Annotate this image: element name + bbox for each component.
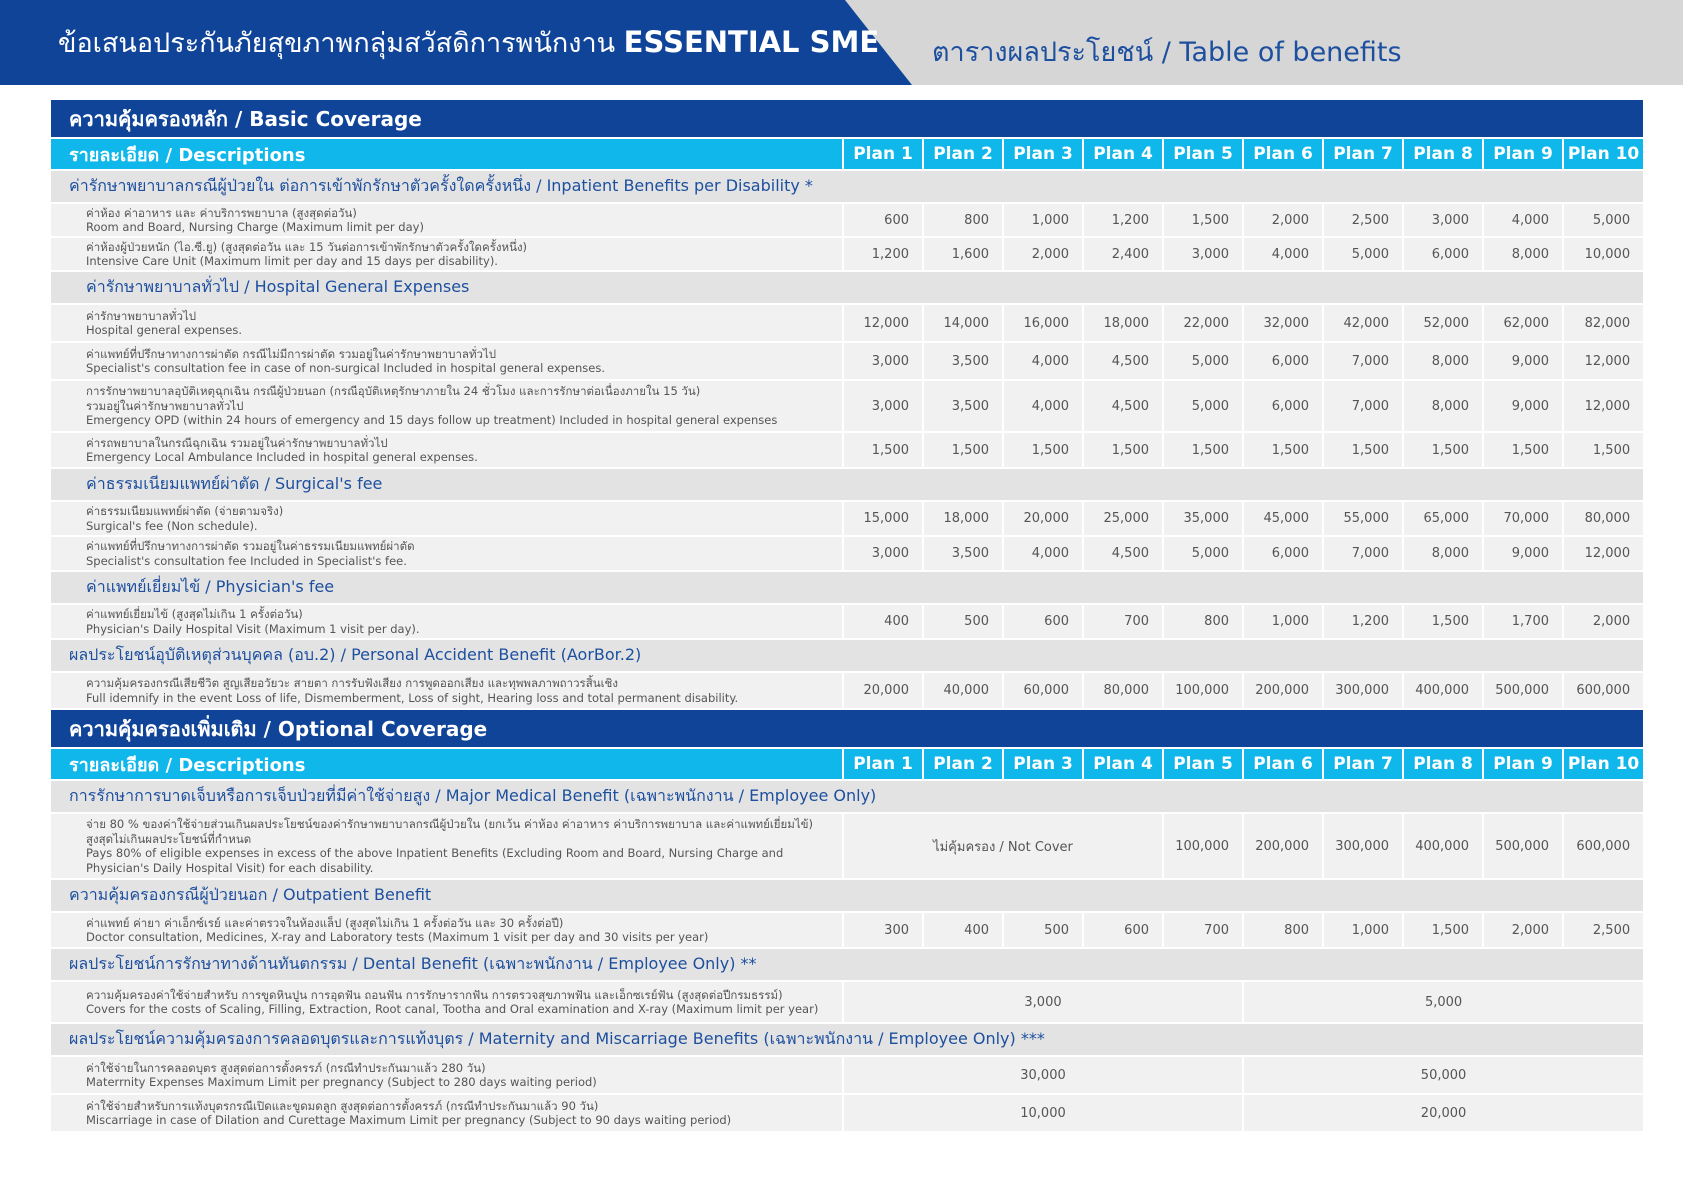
table-row	[51, 304, 1643, 342]
cell-value: 80,000	[1563, 501, 1643, 536]
cell-value: 1,500	[1003, 432, 1083, 468]
header-banner	[0, 0, 1683, 85]
cell-value: 9,000	[1483, 536, 1563, 571]
cell-value: 100,000	[1163, 672, 1243, 709]
header-plan: Plan 6	[1243, 748, 1323, 780]
table-row	[51, 672, 1643, 709]
cell-value: 500,000	[1483, 672, 1563, 709]
optional-header-row	[51, 748, 1643, 780]
cell-value: 62,000	[1483, 304, 1563, 342]
cell-value: 5,000	[1563, 203, 1643, 237]
cell-value: 16,000	[1003, 304, 1083, 342]
header-plan: Plan 6	[1243, 138, 1323, 170]
cell-value: 1,200	[843, 237, 923, 271]
cell-value: 1,500	[1323, 432, 1403, 468]
cell-value: 20,000	[843, 672, 923, 709]
cell-value: 300,000	[1323, 672, 1403, 709]
optional-coverage-title: ความคุ้มครองเพิ่มเติม / Optional Coverage	[51, 709, 1643, 748]
cell-value: 1,500	[1403, 604, 1483, 639]
cell-value: 200,000	[1243, 672, 1323, 709]
category-major-medical: การรักษาการบาดเจ็บหรือการเจ็บป่วยที่มีค่าใช้จ่ายสูง / Major Medical Benefit (เฉพาะพนักงาน / Employee Only)	[51, 780, 1643, 813]
cell-value: 5,000	[1163, 380, 1243, 432]
cell-value: 6,000	[1403, 237, 1483, 271]
cell-value: 400	[843, 604, 923, 639]
cell-value: 800	[1243, 912, 1323, 948]
cell-value: 8,000	[1483, 237, 1563, 271]
row-description: ค่าแพทย์ที่ปรึกษาทางการผ่าตัด รวมอยู่ในค่าธรรมเนียมแพทย์ผ่าตัด Specialist's consultation fee Included in Specialist's fee.	[51, 536, 843, 571]
cell-value: 25,000	[1083, 501, 1163, 536]
header-plan: Plan 2	[923, 138, 1003, 170]
cell-value: 1,500	[1163, 203, 1243, 237]
cell-value: 4,500	[1083, 380, 1163, 432]
cell-value: 600,000	[1563, 813, 1643, 879]
cell-value: 50,000	[1243, 1056, 1643, 1094]
cell-value: 4,000	[1243, 237, 1323, 271]
table-row	[51, 813, 1643, 879]
cell-value: 15,000	[843, 501, 923, 536]
cell-value: 1,000	[1323, 912, 1403, 948]
cell-value: 1,500	[1083, 432, 1163, 468]
cell-value: 1,000	[1243, 604, 1323, 639]
header-plan: Plan 5	[1163, 748, 1243, 780]
cell-value: 30,000	[843, 1056, 1243, 1094]
not-cover-cell: ไม่คุ้มครอง / Not Cover	[843, 813, 1163, 879]
cell-value: 3,000	[843, 342, 923, 380]
table-row	[51, 1094, 1643, 1132]
header-plan: Plan 9	[1483, 138, 1563, 170]
category-dental: ผลประโยชน์การรักษาทางด้านทันตกรรม / Dental Benefit (เฉพาะพนักงาน / Employee Only) **	[51, 948, 1643, 981]
cell-value: 3,000	[1403, 203, 1483, 237]
cell-value: 52,000	[1403, 304, 1483, 342]
cell-value: 65,000	[1403, 501, 1483, 536]
cell-value: 35,000	[1163, 501, 1243, 536]
cell-value: 1,000	[1003, 203, 1083, 237]
cell-value: 2,500	[1563, 912, 1643, 948]
table-row	[51, 380, 1643, 432]
cell-value: 800	[1163, 604, 1243, 639]
cell-value: 3,000	[1163, 237, 1243, 271]
cell-value: 3,000	[843, 380, 923, 432]
header-descriptions: รายละเอียด / Descriptions	[51, 138, 843, 170]
cell-value: 2,500	[1323, 203, 1403, 237]
row-description: ค่าแพทย์เยี่ยมไข้ (สูงสุดไม่เกิน 1 ครั้งต่อวัน) Physician's Daily Hospital Visit (Maximum 1 visit per day).	[51, 604, 843, 639]
table-row	[51, 432, 1643, 468]
row-description: ความคุ้มครองค่าใช้จ่ายสำหรับ การขูดหินปูน การอุดฟัน ถอนฟัน การรักษารากฟัน การตรวจสุขภาพฟัน และเอ็กซเรย์ฟัน (สูงสุดต่อปีกรมธรรม์) Covers for the costs of Scaling, Filling, Extraction, Root canal, Tootha and Oral examination and X-ray (Maximum limit per year)	[51, 981, 843, 1023]
cell-value: 3,500	[923, 536, 1003, 571]
basic-header-row	[51, 138, 1643, 170]
row-description: ค่ารถพยาบาลในกรณีฉุกเฉิน รวมอยู่ในค่ารักษาพยาบาลทั่วไป Emergency Local Ambulance Included in hospital general expenses.	[51, 432, 843, 468]
category-inpatient: ค่ารักษาพยาบาลกรณีผู้ป่วยใน ต่อการเข้าพักรักษาตัวครั้งใดครั้งหนึ่ง / Inpatient Benefits per Disability *	[51, 170, 1643, 203]
header-plan: Plan 1	[843, 138, 923, 170]
row-description: ความคุ้มครองกรณีเสียชีวิต สูญเสียอวัยวะ สายตา การรับฟังเสียง การพูดออกเสียง และทุพพลภาพถาวรสิ้นเชิง Full idemnify in the event Loss of life, Dismemberment, Loss of sight, Hearing loss and total permanent disability.	[51, 672, 843, 709]
cell-value: 6,000	[1243, 380, 1323, 432]
cell-value: 1,500	[923, 432, 1003, 468]
cell-value: 5,000	[1323, 237, 1403, 271]
table-row	[51, 604, 1643, 639]
cell-value: 3,500	[923, 380, 1003, 432]
cell-value: 4,000	[1483, 203, 1563, 237]
header-plan: Plan 9	[1483, 748, 1563, 780]
row-description: ค่าแพทย์ ค่ายา ค่าเอ็กซ์เรย์ และค่าตรวจในห้องแล็ป (สูงสุดไม่เกิน 1 ครั้งต่อวัน และ 30 ครั้งต่อปี) Doctor consultation, Medicines, X-ray and Laboratory tests (Maximum 1 visit per day and 30 visits per year)	[51, 912, 843, 948]
category-maternity: ผลประโยชน์ความคุ้มครองการคลอดบุตรและการแท้งบุตร / Maternity and Miscarriage Benefits (เฉพาะพนักงาน / Employee Only) ***	[51, 1023, 1643, 1056]
table-row	[51, 501, 1643, 536]
cell-value: 4,500	[1083, 342, 1163, 380]
cell-value: 5,000	[1163, 536, 1243, 571]
cell-value: 70,000	[1483, 501, 1563, 536]
header-descriptions: รายละเอียด / Descriptions	[51, 748, 843, 780]
cell-value: 1,500	[1403, 912, 1483, 948]
row-description: ค่าแพทย์ที่ปรึกษาทางการผ่าตัด กรณีไม่มีการผ่าตัด รวมอยู่ในค่ารักษาพยาบาลทั่วไป Specialist's consultation fee in case of non-surgical Included in hospital general expenses.	[51, 342, 843, 380]
cell-value: 8,000	[1403, 342, 1483, 380]
cell-value: 2,000	[1243, 203, 1323, 237]
cell-value: 12,000	[1563, 380, 1643, 432]
cell-value: 3,000	[843, 981, 1243, 1023]
cell-value: 400,000	[1403, 813, 1483, 879]
cell-value: 400,000	[1403, 672, 1483, 709]
cell-value: 10,000	[1563, 237, 1643, 271]
cell-value: 200,000	[1243, 813, 1323, 879]
header-plan: Plan 4	[1083, 138, 1163, 170]
cell-value: 1,200	[1083, 203, 1163, 237]
header-plan: Plan 7	[1323, 138, 1403, 170]
cell-value: 700	[1083, 604, 1163, 639]
cell-value: 55,000	[1323, 501, 1403, 536]
category-physician-fee: ค่าแพทย์เยี่ยมไข้ / Physician's fee	[51, 571, 1643, 604]
cell-value: 32,000	[1243, 304, 1323, 342]
cell-value: 300,000	[1323, 813, 1403, 879]
cell-value: 5,000	[1163, 342, 1243, 380]
cell-value: 18,000	[1083, 304, 1163, 342]
cell-value: 3,500	[923, 342, 1003, 380]
cell-value: 45,000	[1243, 501, 1323, 536]
cell-value: 7,000	[1323, 342, 1403, 380]
cell-value: 40,000	[923, 672, 1003, 709]
row-description: ค่ารักษาพยาบาลทั่วไป Hospital general expenses.	[51, 304, 843, 342]
cell-value: 1,500	[1403, 432, 1483, 468]
header-plan: Plan 3	[1003, 138, 1083, 170]
cell-value: 1,600	[923, 237, 1003, 271]
header-plan: Plan 8	[1403, 748, 1483, 780]
table-row	[51, 203, 1643, 237]
document-subtitle: ตารางผลประโยชน์ / Table of benefits	[932, 37, 1402, 68]
cell-value: 4,500	[1083, 536, 1163, 571]
cell-value: 600	[1003, 604, 1083, 639]
cell-value: 7,000	[1323, 380, 1403, 432]
cell-value: 4,000	[1003, 380, 1083, 432]
table-row	[51, 342, 1643, 380]
table-row	[51, 237, 1643, 271]
cell-value: 600,000	[1563, 672, 1643, 709]
header-plan: Plan 10	[1563, 748, 1643, 780]
header-plan: Plan 10	[1563, 138, 1643, 170]
document-title: ข้อเสนอประกันภัยสุขภาพกลุ่มสวัสดิการพนักงาน ESSENTIAL SME	[58, 25, 880, 59]
cell-value: 4,000	[1003, 342, 1083, 380]
cell-value: 1,500	[1243, 432, 1323, 468]
category-surgical-fee: ค่าธรรมเนียมแพทย์ผ่าตัด / Surgical's fee	[51, 468, 1643, 501]
cell-value: 1,700	[1483, 604, 1563, 639]
cell-value: 2,000	[1563, 604, 1643, 639]
table-row	[51, 536, 1643, 571]
cell-value: 100,000	[1163, 813, 1243, 879]
benefits-table	[51, 100, 1643, 1133]
row-description: ค่าใช้จ่ายสำหรับการแท้งบุตรกรณีเปิดและขูดมดลูก สูงสุดต่อการตั้งครรภ์ (กรณีทำประกันมาแล้ว 90 วัน) Miscarriage in case of Dilation and Curettage Maximum Limit per pregnancy (Subject to 90 days waiting period)	[51, 1094, 843, 1132]
header-plan: Plan 5	[1163, 138, 1243, 170]
cell-value: 300	[843, 912, 923, 948]
cell-value: 60,000	[1003, 672, 1083, 709]
cell-value: 1,500	[1483, 432, 1563, 468]
cell-value: 1,500	[843, 432, 923, 468]
row-description: การรักษาพยาบาลอุบัติเหตุฉุกเฉิน กรณีผู้ป่วยนอก (กรณีอุบัติเหตุรักษาภายใน 24 ชั่วโมง และการรักษาต่อเนื่องภายใน 15 วัน) รวมอยู่ในค่ารักษาพยาบาลทั่วไป Emergency OPD (within 24 hours of emergency and 15 days follow up treatment) Included in hospital general expenses	[51, 380, 843, 432]
cell-value: 6,000	[1243, 342, 1323, 380]
cell-value: 5,000	[1243, 981, 1643, 1023]
cell-value: 1,200	[1323, 604, 1403, 639]
cell-value: 2,000	[1003, 237, 1083, 271]
cell-value: 500,000	[1483, 813, 1563, 879]
cell-value: 7,000	[1323, 536, 1403, 571]
basic-coverage-title: ความคุ้มครองหลัก / Basic Coverage	[51, 100, 1643, 138]
category-outpatient: ความคุ้มครองกรณีผู้ป่วยนอก / Outpatient Benefit	[51, 879, 1643, 912]
header-plan: Plan 1	[843, 748, 923, 780]
row-description: จ่าย 80 % ของค่าใช้จ่ายส่วนเกินผลประโยชน์ของค่ารักษาพยาบาลกรณีผู้ป่วยใน (ยกเว้น ค่าห้อง ค่าอาหาร ค่าบริการพยาบาล และค่าแพทย์เยี่ยมไข้) สูงสุดไม่เกินผลประโยชน์ที่กำหนด Pays 80% of eligible expenses in excess of the above Inpatient Benefits (Excluding Room and Board, Nursing Charge and Physician's Daily Hospital Visit) for each disability.	[51, 813, 843, 879]
cell-value: 6,000	[1243, 536, 1323, 571]
row-description: ค่าใช้จ่ายในการคลอดบุตร สูงสุดต่อการตั้งครรภ์ (กรณีทำประกันมาแล้ว 280 วัน) Materrnity Expenses Maximum Limit per pregnancy (Subject to 280 days waiting period)	[51, 1056, 843, 1094]
cell-value: 42,000	[1323, 304, 1403, 342]
cell-value: 600	[843, 203, 923, 237]
cell-value: 800	[923, 203, 1003, 237]
category-personal-accident: ผลประโยชน์อุบัติเหตุส่วนบุคคล (อบ.2) / Personal Accident Benefit (AorBor.2)	[51, 639, 1643, 672]
cell-value: 2,000	[1483, 912, 1563, 948]
cell-value: 82,000	[1563, 304, 1643, 342]
cell-value: 10,000	[843, 1094, 1243, 1132]
cell-value: 80,000	[1083, 672, 1163, 709]
cell-value: 20,000	[1003, 501, 1083, 536]
cell-value: 600	[1083, 912, 1163, 948]
cell-value: 22,000	[1163, 304, 1243, 342]
table-row	[51, 1056, 1643, 1094]
cell-value: 9,000	[1483, 380, 1563, 432]
cell-value: 9,000	[1483, 342, 1563, 380]
table-row	[51, 912, 1643, 948]
cell-value: 3,000	[843, 536, 923, 571]
cell-value: 20,000	[1243, 1094, 1643, 1132]
cell-value: 500	[1003, 912, 1083, 948]
table-row	[51, 981, 1643, 1023]
cell-value: 12,000	[1563, 342, 1643, 380]
cell-value: 8,000	[1403, 380, 1483, 432]
cell-value: 1,500	[1163, 432, 1243, 468]
cell-value: 8,000	[1403, 536, 1483, 571]
cell-value: 12,000	[843, 304, 923, 342]
cell-value: 700	[1163, 912, 1243, 948]
row-description: ค่าห้อง ค่าอาหาร และ ค่าบริการพยาบาล (สูงสุดต่อวัน) Room and Board, Nursing Charge (Maximum limit per day)	[51, 203, 843, 237]
header-plan: Plan 7	[1323, 748, 1403, 780]
cell-value: 400	[923, 912, 1003, 948]
cell-value: 2,400	[1083, 237, 1163, 271]
category-general-expenses: ค่ารักษาพยาบาลทั่วไป / Hospital General Expenses	[51, 271, 1643, 304]
cell-value: 14,000	[923, 304, 1003, 342]
header-plan: Plan 4	[1083, 748, 1163, 780]
header-plan: Plan 8	[1403, 138, 1483, 170]
cell-value: 12,000	[1563, 536, 1643, 571]
header-plan: Plan 3	[1003, 748, 1083, 780]
cell-value: 4,000	[1003, 536, 1083, 571]
row-description: ค่าธรรมเนียมแพทย์ผ่าตัด (จ่ายตามจริง) Surgical's fee (Non schedule).	[51, 501, 843, 536]
header-plan: Plan 2	[923, 748, 1003, 780]
cell-value: 1,500	[1563, 432, 1643, 468]
cell-value: 18,000	[923, 501, 1003, 536]
row-description: ค่าห้องผู้ป่วยหนัก (ไอ.ซี.ยู) (สูงสุดต่อวัน และ 15 วันต่อการเข้าพักรักษาตัวครั้งใดครั้งหนึ่ง) Intensive Care Unit (Maximum limit per day and 15 days per disability).	[51, 237, 843, 271]
cell-value: 500	[923, 604, 1003, 639]
